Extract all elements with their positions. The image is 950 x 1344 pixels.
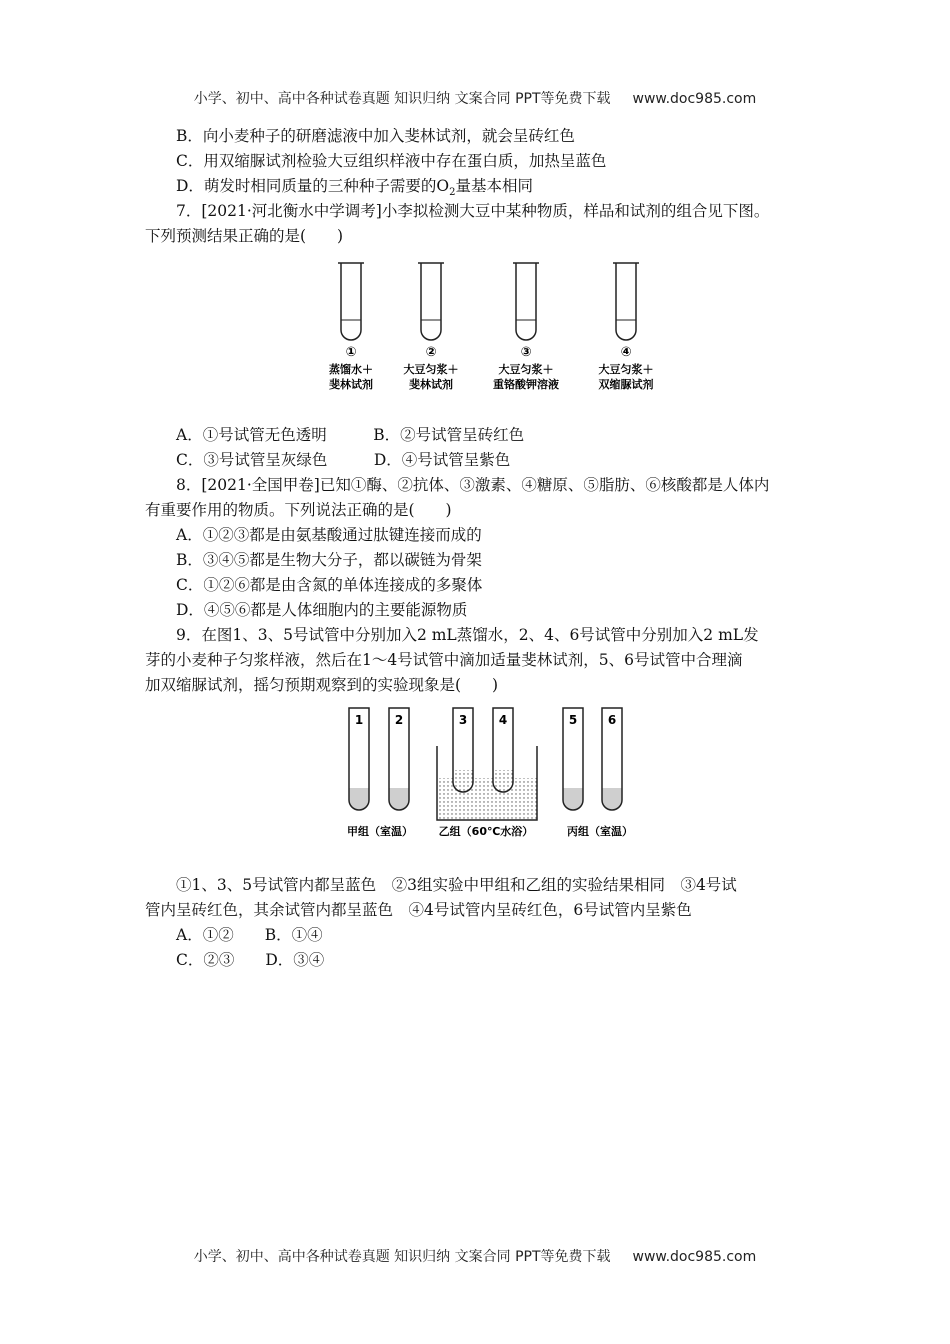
q9-group-label-yi: 乙组（60℃水浴） [438,825,534,838]
q9-tube-1 [349,708,369,810]
q9-tube-1-number: 1 [354,713,364,727]
q7-tube-4-label2: 双缩脲试剂 [598,378,654,391]
page-footer [0,1246,950,1266]
q9-stem-line3: 加双缩脲试剂，摇匀预期观察到的实验现象是( ) [145,676,499,694]
q8-option-a: A．①②③都是由氨基酸通过肽键连接而成的 [176,526,482,544]
q9-tube-6 [602,708,622,810]
q8-option-d: D．④⑤⑥都是人体细胞内的主要能源物质 [176,601,468,619]
q9-stem-line2: 芽的小麦种子匀浆样液，然后在1～4号试管中滴加适量斐林试剂，5、6号试管中合理滴 [145,651,743,669]
q7-stem-line2: 下列预测结果正确的是( ) [145,227,344,245]
q7-test-tube-figure [318,258,668,398]
q9-tube-5-number: 5 [568,713,578,727]
q9-tube-6-number: 6 [607,713,617,727]
q7-options-row1: A．①号试管无色透明 B．②号试管呈砖红色 [176,426,525,444]
q7-tube-1-label2: 斐林试剂 [329,378,373,391]
q6-option-b: B．向小麦种子的研磨滤液中加入斐林试剂，就会呈砖红色 [176,127,575,145]
page-header [0,88,950,108]
q8-option-c: C．①②⑥都是由含氮的单体连接成的多聚体 [176,576,483,594]
water-bath [437,746,537,820]
q9-options-row2: C．②③ D．③④ [176,951,325,969]
footer-url[interactable]: www.doc985.com [632,1249,757,1265]
q9-group-label-jia: 甲组（室温） [347,825,413,838]
q9-tube-3-number: 3 [458,713,468,727]
q9-group-label-bing: 丙组（室温） [567,825,633,838]
q9-options-row1: A．①② B．①④ [176,926,323,944]
q7-tube-4 [599,263,654,391]
q9-experiment-figure [338,700,648,845]
q9-tube-4 [493,708,513,792]
q6-option-d: D．萌发时相同质量的三种种子需要的$O_2$量基本相同 [176,177,534,199]
q7-stem-line1: 7．[2021·河北衡水中学调考]小李拟检测大豆中某种物质，样品和试剂的组合见下图。 [176,202,770,220]
q7-tube-2-number: ② [425,345,437,360]
q7-tube-4-number: ④ [620,345,632,360]
q8-stem-line2: 有重要作用的物质。下列说法正确的是( ) [145,501,452,519]
q7-options-row2: C．③号试管呈灰绿色 D．④号试管呈紫色 [176,451,511,469]
q7-tube-2-label1: 大豆匀浆＋ [403,363,459,376]
q6-option-c: C．用双缩脲试剂检验大豆组织样液中存在蛋白质，加热呈蓝色 [176,152,607,170]
header-text: 小学、初中、高中各种试卷真题 知识归纳 文案合同 PPT等免费下载 [193,91,611,107]
q9-stem-line1: 9．在图1、3、5号试管中分别加入2 mL蒸馏水，2、4、6号试管中分别加入2 mL发 [176,626,759,644]
q7-tube-1-label1: 蒸馏水＋ [329,363,373,376]
q9-tube-2-number: 2 [394,713,404,727]
q7-tube-3-number: ③ [520,345,532,360]
q7-tube-2-label2: 斐林试剂 [409,378,453,391]
footer-text: 小学、初中、高中各种试卷真题 知识归纳 文案合同 PPT等免费下载 [193,1249,611,1265]
q7-tube-1-number: ① [345,345,357,360]
q9-tube-2 [389,708,409,810]
q9-tube-4-number: 4 [498,713,508,727]
q7-tube-3-label1: 大豆匀浆＋ [498,363,554,376]
q9-tube-5 [563,708,583,810]
q8-stem-line1: 8．[2021·全国甲卷]已知①酶、②抗体、③激素、④糖原、⑤脂肪、⑥核酸都是人体内 [176,476,770,494]
q7-tube-3-label2: 重铬酸钾溶液 [493,378,559,391]
q9-statements-line2: 管内呈砖红色，其余试管内都呈蓝色 ④4号试管内呈砖红色，6号试管内呈紫色 [145,901,692,919]
q9-statements-line1: ①1、3、5号试管内都呈蓝色 ②3组实验中甲组和乙组的实验结果相同 ③4号试 [176,876,737,894]
q8-option-b: B．③④⑤都是生物大分子，都以碳链为骨架 [176,551,482,569]
q9-tube-3 [453,708,473,792]
q7-tube-3 [493,263,559,391]
q7-tube-4-label1: 大豆匀浆＋ [598,363,654,376]
q7-tube-2 [404,263,459,391]
header-url[interactable]: www.doc985.com [632,91,757,107]
q7-tube-1 [329,263,373,391]
